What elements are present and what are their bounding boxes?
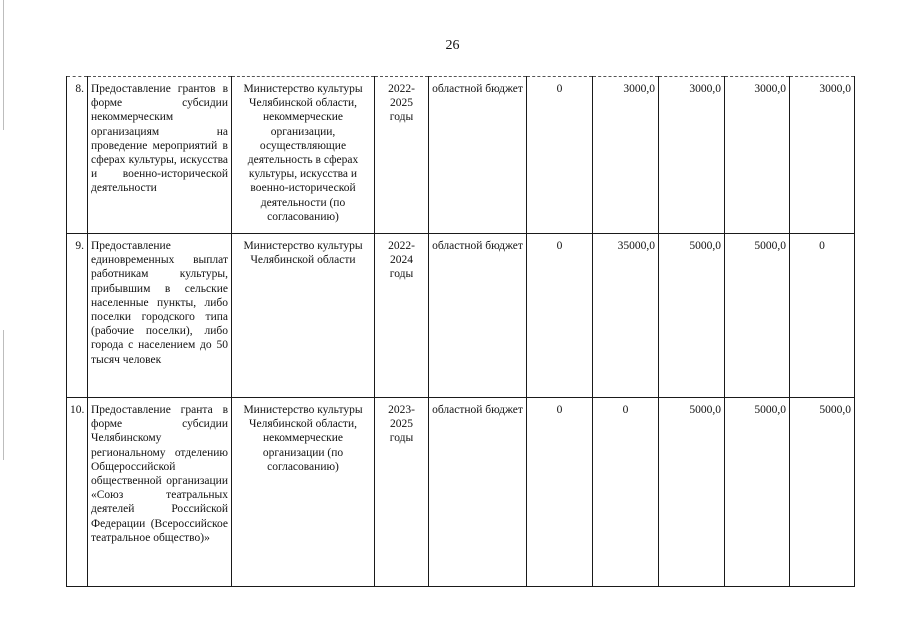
table-row: [67, 77, 855, 234]
amount-cell: 35000,0: [593, 234, 659, 398]
amount-cell: 5000,0: [659, 234, 725, 398]
scan-edge-mark: [3, 0, 4, 130]
funding-source: областной бюджет: [429, 234, 527, 398]
measure-years: [375, 234, 429, 398]
amount-cell: 3000,0: [659, 77, 725, 234]
years-word: годы: [389, 111, 414, 124]
amount-cell: 5000,0: [659, 398, 725, 587]
amount-cell: 0: [790, 234, 855, 398]
row-number: 8.: [67, 77, 88, 234]
years-range: 2022-2024: [388, 240, 415, 267]
measure-years: [375, 77, 429, 234]
table-row: [67, 398, 855, 587]
years-range: 2023-2025: [388, 404, 415, 431]
amount-cell: 5000,0: [790, 398, 855, 587]
measure-years: [375, 398, 429, 587]
measure-description: Предоставление гранта в форме субсидии Челябинскому региональному отделению Общероссийской общественной организации «Союз театральных деятелей Российской Федерации (Всероссийское театральное общество)»: [88, 398, 232, 587]
amount-cell: 5000,0: [725, 398, 790, 587]
funding-source: областной бюджет: [429, 77, 527, 234]
amount-cell: 3000,0: [593, 77, 659, 234]
amount-cell: 3000,0: [725, 77, 790, 234]
amount-cell: 0: [527, 398, 593, 587]
measure-description: Предоставление грантов в форме субсидии некоммерческим организациям на проведение мероприятий в сферах культуры, искусства и военно-исторической деятельности: [88, 77, 232, 234]
amount-cell: 0: [527, 234, 593, 398]
table-row: [67, 234, 855, 398]
scan-edge-mark: [3, 330, 4, 460]
measure-description: Предоставление единовременных выплат работникам культуры, прибывшим в сельские населенные пункты, либо поселки городского типа (рабочие поселки), либо города с населением до 50 тысяч человек: [88, 234, 232, 398]
row-number: 10.: [67, 398, 88, 587]
measure-executor: Министерство культуры Челябинской области, некоммерческие организации (по согласованию): [232, 398, 375, 587]
row-number: 9.: [67, 234, 88, 398]
years-word: годы: [389, 432, 414, 445]
page-number: 26: [445, 38, 460, 53]
years-range: 2022-2025: [388, 83, 415, 110]
program-measures-table: [66, 76, 855, 587]
measure-executor: Министерство культуры Челябинской области, некоммерческие организации, осуществляющие деятельность в сферах культуры, искусства и военно-исторической деятельности (по согласованию): [232, 77, 375, 234]
amount-cell: 0: [527, 77, 593, 234]
years-word: годы: [389, 268, 414, 281]
amount-cell: 0: [593, 398, 659, 587]
funding-source: областной бюджет: [429, 398, 527, 587]
measure-executor: Министерство культуры Челябинской области: [232, 234, 375, 398]
amount-cell: 5000,0: [725, 234, 790, 398]
amount-cell: 3000,0: [790, 77, 855, 234]
